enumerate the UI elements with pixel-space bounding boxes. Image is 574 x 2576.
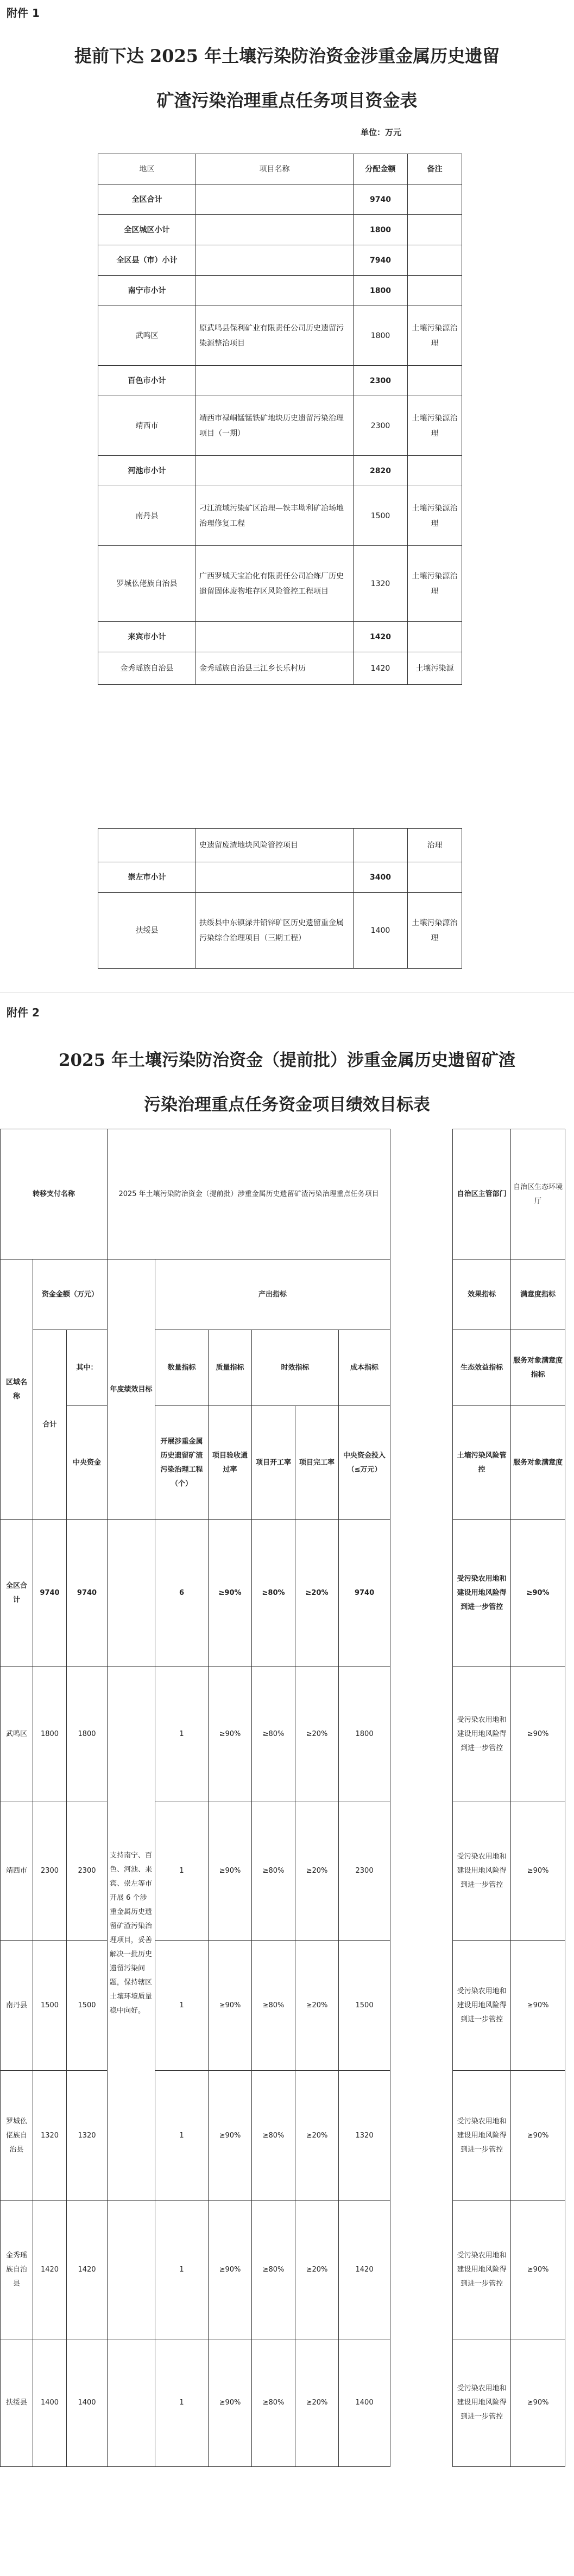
cell-region: 全区城区小计 <box>98 215 196 245</box>
th-i-acceptance: 项目验收通过率 <box>209 1406 252 1520</box>
cell-amount: 1800 <box>354 276 408 306</box>
cell-region: 扶绥县 <box>98 893 196 969</box>
th-service-satisfaction: 服务对象满意度指标 <box>511 1330 565 1406</box>
th-region-name: 区域名称 <box>1 1260 33 1520</box>
cell-projects: 1 <box>155 1667 209 1802</box>
cell-project: 原武鸣县保利矿业有限责任公司历史遗留污染源整治项目 <box>196 306 354 366</box>
annex1-table-continued <box>98 828 462 969</box>
cell-central: 1320 <box>67 2071 108 2201</box>
cell-cost: 9740 <box>339 1520 390 1667</box>
cell-amount: 1320 <box>354 546 408 622</box>
cell-completion: ≥20% <box>295 2339 339 2467</box>
cell-cost: 1400 <box>339 2339 390 2467</box>
cell-note: 治理 <box>408 829 462 862</box>
cell-region: 罗城仫佬族自治县 <box>1 2071 33 2201</box>
cell-completion: ≥20% <box>295 1941 339 2071</box>
cell-start: ≥80% <box>252 2201 295 2339</box>
cell-amount: 1420 <box>354 652 408 685</box>
cell-region: 百色市小计 <box>98 366 196 396</box>
th-i-service: 服务对象满意度 <box>511 1406 565 1520</box>
table-row <box>98 366 462 396</box>
table-row <box>98 306 462 366</box>
cell-note: 土壤污染源治理 <box>408 306 462 366</box>
table-row <box>1 1802 565 1941</box>
cell-region: 全区县（市）小计 <box>98 245 196 276</box>
cell-acceptance: ≥90% <box>209 1941 252 2071</box>
th-quality: 质量指标 <box>209 1330 252 1406</box>
cell-service: ≥90% <box>511 2201 565 2339</box>
cell-risk: 受污染农用地和建设用地风险得到进一步管控 <box>453 2201 511 2339</box>
cell-amount: 2300 <box>354 366 408 396</box>
table-row <box>98 456 462 486</box>
table-row <box>98 546 462 622</box>
th-eco-benefit: 生态效益指标 <box>453 1330 511 1406</box>
th-quantity: 数量指标 <box>155 1330 209 1406</box>
th-satisfaction: 满意度指标 <box>511 1260 565 1330</box>
cell-region: 来宾市小计 <box>98 622 196 652</box>
cell-total: 1800 <box>33 1667 67 1802</box>
cell-note: 土壤污染源治理 <box>408 546 462 622</box>
th-cost: 成本指标 <box>339 1330 390 1406</box>
cell-projects: 1 <box>155 2339 209 2467</box>
cell-projects: 6 <box>155 1520 209 1667</box>
table-row <box>1 1941 565 2071</box>
cell-amount: 7940 <box>354 245 408 276</box>
cell-amount: 2820 <box>354 456 408 486</box>
cell-total: 9740 <box>33 1520 67 1667</box>
cell-service: ≥90% <box>511 2071 565 2201</box>
cell-acceptance: ≥90% <box>209 2201 252 2339</box>
th-i-risk: 土壤污染风险管控 <box>453 1406 511 1520</box>
cell-cost: 1500 <box>339 1941 390 2071</box>
cell-total: 2300 <box>33 1802 67 1941</box>
table-row <box>98 276 462 306</box>
table-row <box>98 829 462 862</box>
cell-region: 南丹县 <box>98 486 196 546</box>
cell-risk: 受污染农用地和建设用地风险得到进一步管控 <box>453 2339 511 2467</box>
cell-amount: 9740 <box>354 185 408 215</box>
table-row <box>1 2339 565 2467</box>
table-row <box>1 2201 565 2339</box>
cell-acceptance: ≥90% <box>209 1520 252 1667</box>
cell-total: 1400 <box>33 2339 67 2467</box>
cell-completion: ≥20% <box>295 1520 339 1667</box>
th-project: 项目名称 <box>196 154 354 185</box>
th-effect: 效果指标 <box>453 1260 511 1330</box>
cell-project: 刁江流域污染矿区治理—铁丰坳利矿冶场地治理修复工程 <box>196 486 354 546</box>
cell-amount: 1800 <box>354 306 408 366</box>
th-transfer-value: 2025 年土壤污染防治资金（提前批）涉重金属历史遗留矿渣污染治理重点任务项目 <box>108 1129 390 1260</box>
cell-service: ≥90% <box>511 1667 565 1802</box>
cell-region: 靖西市 <box>1 1802 33 1941</box>
cell-region: 南丹县 <box>1 1941 33 2071</box>
cell-central: 2300 <box>67 1802 108 1941</box>
table-row <box>1 2071 565 2201</box>
cell-project: 扶绥县中东镇渌井铅锌矿区历史遗留重金属污染综合治理项目（三期工程） <box>196 893 354 969</box>
cell-service: ≥90% <box>511 1520 565 1667</box>
page-divider <box>0 992 574 993</box>
annex1-table <box>98 154 462 685</box>
cell-central: 1500 <box>67 1941 108 2071</box>
cell-service: ≥90% <box>511 1941 565 2071</box>
cell-region: 靖西市 <box>98 396 196 456</box>
table-row <box>98 893 462 969</box>
th-total: 合计 <box>33 1330 67 1520</box>
cell-region: 金秀瑶族自治县 <box>98 652 196 685</box>
th-authority-value: 自治区生态环境厅 <box>511 1129 565 1260</box>
th-funds: 资金金额（万元） <box>33 1260 108 1330</box>
cell-note: 土壤污染源治理 <box>408 486 462 546</box>
annex2-label: 附件 2 <box>7 1006 40 1019</box>
cell-project: 金秀瑶族自治县三江乡长乐村历 <box>196 652 354 685</box>
annex2-table <box>0 1129 565 2467</box>
cell-region: 罗城仫佬族自治县 <box>98 546 196 622</box>
cell-amount: 2300 <box>354 396 408 456</box>
cell-projects: 1 <box>155 1941 209 2071</box>
cell-acceptance: ≥90% <box>209 1667 252 1802</box>
cell-cost: 1420 <box>339 2201 390 2339</box>
cell-service: ≥90% <box>511 1802 565 1941</box>
th-region: 地区 <box>98 154 196 185</box>
cell-risk: 受污染农用地和建设用地风险得到进一步管控 <box>453 2071 511 2201</box>
table-row <box>98 862 462 893</box>
table-row <box>1 1520 565 1667</box>
cell-note: 土壤污染源治理 <box>408 893 462 969</box>
table-row <box>98 396 462 456</box>
annex2-title-line1: 2025 年土壤污染防治资金（提前批）涉重金属历史遗留矿渣 <box>58 1051 516 1070</box>
cell-amount: 1500 <box>354 486 408 546</box>
th-transfer-name: 转移支付名称 <box>1 1129 108 1260</box>
th-i-start: 项目开工率 <box>252 1406 295 1520</box>
cell-region: 全区合计 <box>98 185 196 215</box>
cell-cost: 1320 <box>339 2071 390 2201</box>
annex1-unit: 单位：万元 <box>361 128 402 137</box>
annex1-title-line1: 提前下达 2025 年土壤污染防治资金涉重金属历史遗留 <box>74 46 500 66</box>
th-note: 备注 <box>408 154 462 185</box>
th-output: 产出指标 <box>155 1260 390 1330</box>
cell-total: 1420 <box>33 2201 67 2339</box>
cell-central: 1400 <box>67 2339 108 2467</box>
cell-region: 河池市小计 <box>98 456 196 486</box>
cell-acceptance: ≥90% <box>209 2339 252 2467</box>
cell-total: 1500 <box>33 1941 67 2071</box>
cell-projects: 1 <box>155 1802 209 1941</box>
cell-project: 史遗留废渣地块风险管控项目 <box>196 829 354 862</box>
cell-acceptance: ≥90% <box>209 1802 252 1941</box>
th-annual-goal: 年度绩效目标 <box>108 1260 155 1520</box>
cell-cost: 1800 <box>339 1667 390 1802</box>
annex1-label: 附件 1 <box>7 7 40 20</box>
cell-completion: ≥20% <box>295 1802 339 1941</box>
cell-completion: ≥20% <box>295 1667 339 1802</box>
cell-region: 南宁市小计 <box>98 276 196 306</box>
cell-amount: 1800 <box>354 215 408 245</box>
cell-completion: ≥20% <box>295 2071 339 2201</box>
th-timeliness: 时效指标 <box>252 1330 339 1406</box>
cell-start: ≥80% <box>252 1941 295 2071</box>
cell-risk: 受污染农用地和建设用地风险得到进一步管控 <box>453 1941 511 2071</box>
cell-cost: 2300 <box>339 1802 390 1941</box>
table-row <box>98 185 462 215</box>
cell-region: 全区合计 <box>1 1520 33 1667</box>
th-authority-label: 自治区主管部门 <box>453 1129 511 1260</box>
cell-amount: 1420 <box>354 622 408 652</box>
cell-note: 土壤污染源治理 <box>408 396 462 456</box>
annex2-title-line2: 污染治理重点任务资金项目绩效目标表 <box>144 1095 430 1115</box>
th-i-central-input: 中央资金投入（≤万元） <box>339 1406 390 1520</box>
cell-completion: ≥20% <box>295 2201 339 2339</box>
th-i-completion: 项目完工率 <box>295 1406 339 1520</box>
cell-central: 1420 <box>67 2201 108 2339</box>
table-row <box>98 622 462 652</box>
cell-project: 广西罗城天宝冶化有限责任公司冶炼厂历史遗留固体废物堆存区风险管控工程项目 <box>196 546 354 622</box>
cell-risk: 受污染农用地和建设用地风险得到进一步管控 <box>453 1667 511 1802</box>
cell-note: 土壤污染源 <box>408 652 462 685</box>
th-i-projects: 开展涉重金属历史遗留矿渣污染治理工程（个） <box>155 1406 209 1520</box>
cell-service: ≥90% <box>511 2339 565 2467</box>
annex1-title-line2: 矿渣污染治理重点任务项目资金表 <box>156 90 418 111</box>
table-row <box>1 1667 565 1802</box>
th-amount: 分配金额 <box>354 154 408 185</box>
cell-risk: 受污染农用地和建设用地风险得到进一步管控 <box>453 1802 511 1941</box>
cell-central: 1800 <box>67 1667 108 1802</box>
cell-start: ≥80% <box>252 1520 295 1667</box>
cell-acceptance: ≥90% <box>209 2071 252 2201</box>
cell-region: 扶绥县 <box>1 2339 33 2467</box>
cell-risk: 受污染农用地和建设用地风险得到进一步管控 <box>453 1520 511 1667</box>
cell-start: ≥80% <box>252 2339 295 2467</box>
cell-amount: 3400 <box>354 862 408 893</box>
cell-region: 武鸣区 <box>1 1667 33 1802</box>
cell-total: 1320 <box>33 2071 67 2201</box>
cell-region: 崇左市小计 <box>98 862 196 893</box>
cell-region: 金秀瑶族自治县 <box>1 2201 33 2339</box>
table-row <box>98 652 462 685</box>
cell-annual-goal: 支持南宁、百色、河池、来宾、崇左等市开展 6 个涉重金属历史遗留矿渣污染治理项目，妥善解决一批历史遗留污染问题，保持辖区土壤环境质量稳中向好。 <box>108 1667 155 2201</box>
th-central-funds: 中央资金 <box>67 1406 108 1520</box>
cell-start: ≥80% <box>252 2071 295 2201</box>
cell-start: ≥80% <box>252 1667 295 1802</box>
th-of-which: 其中： <box>67 1330 108 1406</box>
table-row <box>98 245 462 276</box>
cell-start: ≥80% <box>252 1802 295 1941</box>
cell-amount: 1400 <box>354 893 408 969</box>
cell-central: 9740 <box>67 1520 108 1667</box>
cell-projects: 1 <box>155 2201 209 2339</box>
cell-region: 武鸣区 <box>98 306 196 366</box>
cell-projects: 1 <box>155 2071 209 2201</box>
table-row <box>98 486 462 546</box>
cell-project: 靖西市禄峒锰锰铁矿地块历史遗留污染治理项目（一期） <box>196 396 354 456</box>
table-row <box>98 215 462 245</box>
